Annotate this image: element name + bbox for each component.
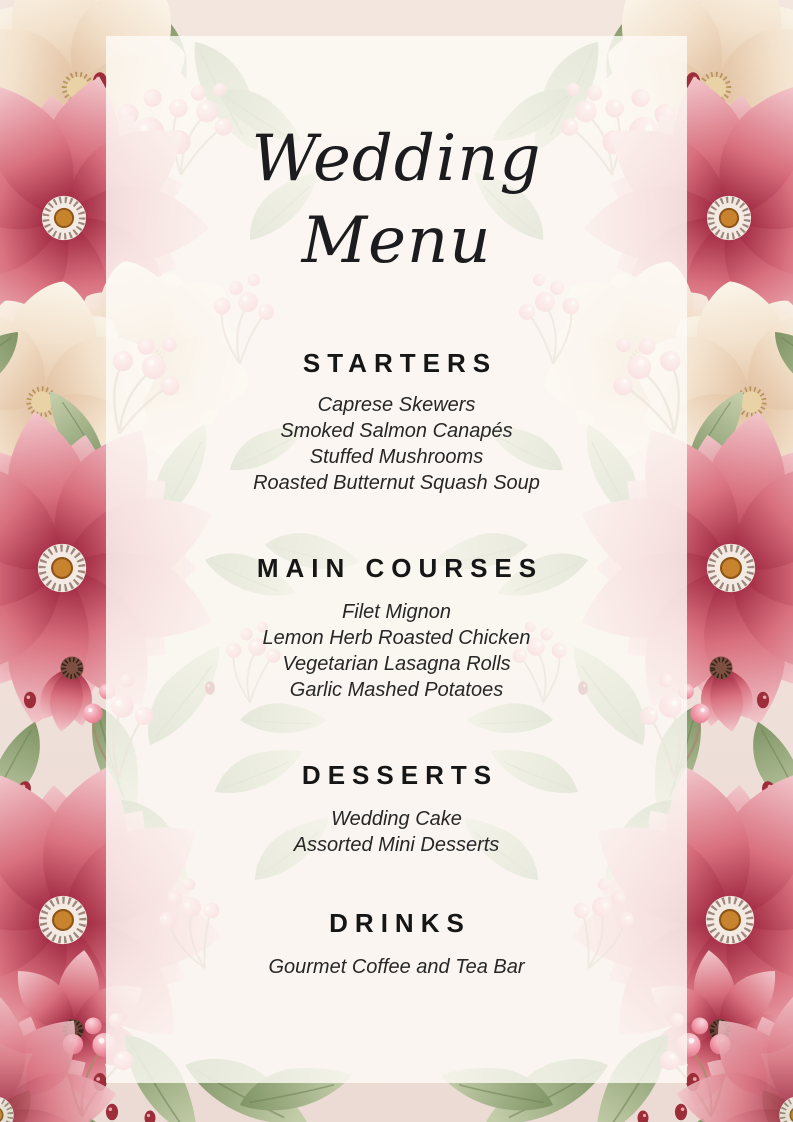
menu-item: Wedding Cake	[331, 808, 462, 830]
section-items-desserts	[0, 806, 793, 858]
menu-title-line1: Wedding	[251, 122, 542, 196]
menu-item: Smoked Salmon Canapés	[280, 420, 513, 442]
menu-item: Roasted Butternut Squash Soup	[253, 472, 540, 494]
section-items-main-courses	[0, 599, 793, 703]
menu-item: Gourmet Coffee and Tea Bar	[268, 956, 525, 978]
section-heading-drinks: DRINKS	[329, 908, 471, 938]
menu-title	[0, 118, 793, 282]
menu-item: Vegetarian Lasagna Rolls	[282, 653, 511, 675]
section-heading-desserts: DESSERTS	[301, 760, 499, 790]
menu-item: Caprese Skewers	[317, 394, 476, 416]
menu-item: Assorted Mini Desserts	[293, 834, 500, 856]
menu-item: Stuffed Mushrooms	[309, 446, 484, 468]
section-heading-starters: STARTERS	[302, 348, 498, 378]
menu-item: Filet Mignon	[342, 601, 451, 623]
section-heading-main-courses: MAIN COURSES	[256, 553, 544, 583]
menu-item: Lemon Herb Roasted Chicken	[262, 627, 531, 649]
section-items-drinks	[0, 954, 793, 980]
section-items-starters	[0, 392, 793, 496]
menu-title-line2: Menu	[301, 204, 492, 278]
menu-item: Garlic Mashed Potatoes	[289, 679, 504, 701]
